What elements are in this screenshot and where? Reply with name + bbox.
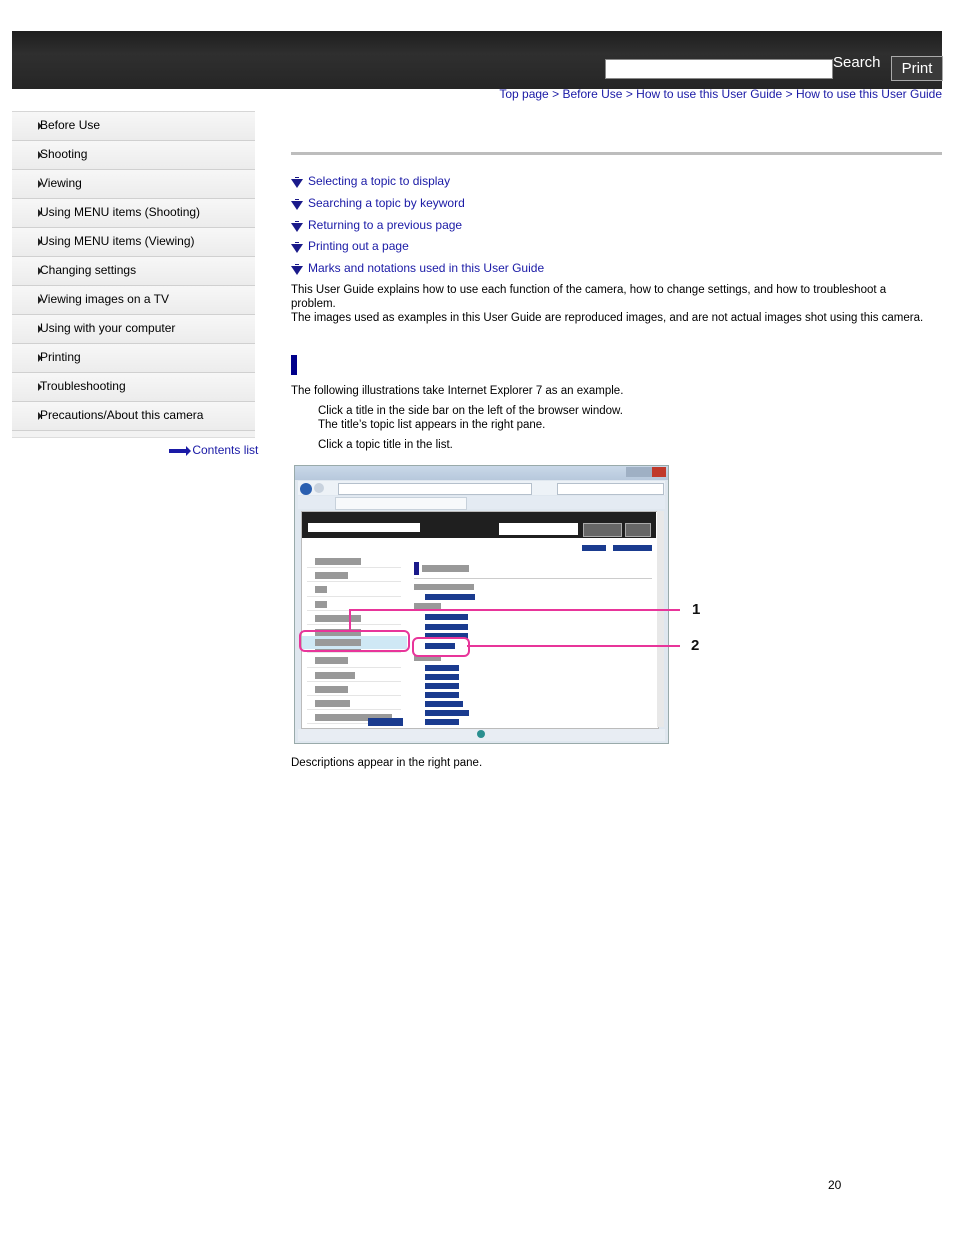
step-2: Click a topic title in the list. bbox=[318, 439, 453, 451]
down-triangle-icon bbox=[291, 223, 303, 232]
mini-title-bar bbox=[414, 562, 419, 575]
mini-breadcrumb-2 bbox=[613, 545, 652, 551]
sidebar-footer bbox=[12, 431, 255, 438]
breadcrumb bbox=[499, 87, 942, 101]
browser-scrollbar bbox=[657, 511, 664, 727]
address-bar bbox=[338, 483, 532, 495]
triangle-right-icon bbox=[38, 325, 42, 333]
sidebar-item-menu-shooting[interactable]: Using MENU items (Shooting) bbox=[12, 199, 255, 228]
header-bar bbox=[12, 31, 942, 89]
back-icon bbox=[300, 483, 312, 495]
mini-sidebar-row bbox=[307, 653, 401, 667]
mini-sidebar-row bbox=[307, 696, 401, 710]
mini-sidebar-row bbox=[307, 568, 401, 582]
sidebar bbox=[12, 111, 255, 438]
sidebar-item-computer[interactable]: Using with your computer bbox=[12, 315, 255, 344]
browser-search-box bbox=[557, 483, 664, 495]
breadcrumb-current[interactable]: How to use this User Guide bbox=[795, 87, 942, 101]
sidebar-item-before-use[interactable]: Before Use bbox=[12, 112, 255, 141]
triangle-right-icon bbox=[38, 180, 42, 188]
mini-topic-link bbox=[425, 665, 459, 671]
mini-print-button bbox=[625, 523, 651, 537]
triangle-right-icon bbox=[38, 296, 42, 304]
callout-box-1 bbox=[299, 630, 410, 652]
down-triangle-icon bbox=[291, 201, 303, 210]
mini-rule bbox=[414, 578, 652, 579]
mini-sidebar-row bbox=[307, 554, 401, 568]
topic-link-searching[interactable]: Searching a topic by keyword bbox=[291, 194, 544, 216]
triangle-right-icon bbox=[38, 238, 42, 246]
page-number: 20 bbox=[828, 1178, 842, 1192]
down-triangle-icon bbox=[291, 179, 303, 188]
mini-topic-link bbox=[425, 719, 459, 725]
mini-topic-link bbox=[425, 692, 459, 698]
breadcrumb-top-page[interactable]: Top page bbox=[499, 87, 549, 101]
mini-topic-link bbox=[425, 710, 469, 716]
browser-titlebar bbox=[295, 466, 668, 480]
topic-link-marks[interactable]: Marks and notations used in this User Guide bbox=[291, 259, 544, 281]
triangle-right-icon bbox=[38, 412, 42, 420]
mini-topic-link bbox=[425, 674, 459, 680]
mini-sidebar-row bbox=[307, 682, 401, 696]
contents-list-link[interactable] bbox=[169, 443, 258, 457]
mini-grey-text bbox=[414, 584, 474, 590]
sidebar-item-menu-viewing[interactable]: Using MENU items (Viewing) bbox=[12, 228, 255, 257]
topic-link-printing[interactable]: Printing out a page bbox=[291, 237, 544, 259]
callout-number-1: 1 bbox=[692, 601, 701, 618]
mini-topic-link bbox=[425, 683, 459, 689]
sidebar-item-troubleshooting[interactable]: Troubleshooting bbox=[12, 373, 255, 402]
mini-topic-link bbox=[425, 701, 463, 707]
mini-sidebar-row bbox=[307, 582, 401, 596]
mini-topic-link bbox=[425, 624, 468, 630]
print-button[interactable]: Print bbox=[891, 56, 943, 81]
globe-icon bbox=[477, 730, 485, 738]
window-buttons bbox=[626, 467, 666, 477]
triangle-right-icon bbox=[38, 122, 42, 130]
breadcrumb-separator: > bbox=[552, 87, 560, 101]
step-1: Click a title in the side bar on the left of the browser window. The title’s topic list appears in the right pane. bbox=[318, 405, 623, 431]
topic-link-returning[interactable]: Returning to a previous page bbox=[291, 216, 544, 238]
mini-search-field-2 bbox=[499, 523, 578, 535]
down-triangle-icon bbox=[291, 244, 303, 253]
browser-window bbox=[294, 465, 669, 744]
section-heading-bar bbox=[291, 355, 297, 375]
breadcrumb-how-to-use[interactable]: How to use this User Guide bbox=[636, 87, 783, 101]
triangle-right-icon bbox=[38, 383, 42, 391]
breadcrumb-separator: > bbox=[785, 87, 793, 101]
mini-topic-link bbox=[425, 594, 475, 600]
callout-line-2 bbox=[467, 645, 680, 647]
triangle-right-icon bbox=[38, 151, 42, 159]
mini-search-field bbox=[308, 523, 420, 532]
search-input[interactable] bbox=[605, 59, 833, 79]
mini-search-button bbox=[583, 523, 622, 537]
down-triangle-icon bbox=[291, 266, 303, 275]
callout-number-2: 2 bbox=[691, 637, 700, 654]
forward-icon bbox=[314, 483, 324, 493]
mini-breadcrumb-1 bbox=[582, 545, 606, 551]
sidebar-item-changing-settings[interactable]: Changing settings bbox=[12, 257, 255, 286]
browser-illustration bbox=[294, 465, 701, 744]
breadcrumb-separator: > bbox=[625, 87, 633, 101]
callout-line-1-vertical bbox=[349, 609, 351, 631]
sidebar-item-viewing[interactable]: Viewing bbox=[12, 170, 255, 199]
title-rule bbox=[291, 152, 942, 155]
triangle-right-icon bbox=[38, 209, 42, 217]
sidebar-item-viewing-tv[interactable]: Viewing images on a TV bbox=[12, 286, 255, 315]
mini-topic-link bbox=[425, 614, 468, 620]
topic-link-list bbox=[291, 172, 544, 281]
result-text: Descriptions appear in the right pane. bbox=[291, 757, 483, 769]
topic-link-selecting[interactable]: Selecting a topic to display bbox=[291, 172, 544, 194]
sidebar-item-printing[interactable]: Printing bbox=[12, 344, 255, 373]
breadcrumb-before-use[interactable]: Before Use bbox=[562, 87, 623, 101]
sidebar-item-precautions[interactable]: Precautions/About this camera bbox=[12, 402, 255, 431]
triangle-right-icon bbox=[38, 354, 42, 362]
callout-line-1 bbox=[349, 609, 680, 611]
arrow-right-icon bbox=[169, 449, 187, 453]
triangle-right-icon bbox=[38, 267, 42, 275]
mini-sidebar-row bbox=[307, 668, 401, 682]
search-button[interactable]: Search bbox=[833, 54, 881, 71]
sidebar-item-shooting[interactable]: Shooting bbox=[12, 141, 255, 170]
close-icon bbox=[652, 467, 666, 477]
mini-title bbox=[422, 565, 469, 572]
mini-contents-link bbox=[368, 718, 403, 726]
mini-sidebar-row bbox=[307, 611, 401, 625]
section-lead: The following illustrations take Internet Explorer 7 as an example. bbox=[291, 385, 624, 397]
contents-list-label: Contents list bbox=[192, 443, 259, 457]
browser-tab bbox=[335, 497, 467, 510]
callout-box-2 bbox=[412, 637, 470, 657]
intro-text: This User Guide explains how to use each function of the camera, how to change settings, and how to troubleshoot a problem. The images used as examples in this User Guide are reproduced images, and are not actual images shot using this camera. bbox=[291, 284, 924, 324]
